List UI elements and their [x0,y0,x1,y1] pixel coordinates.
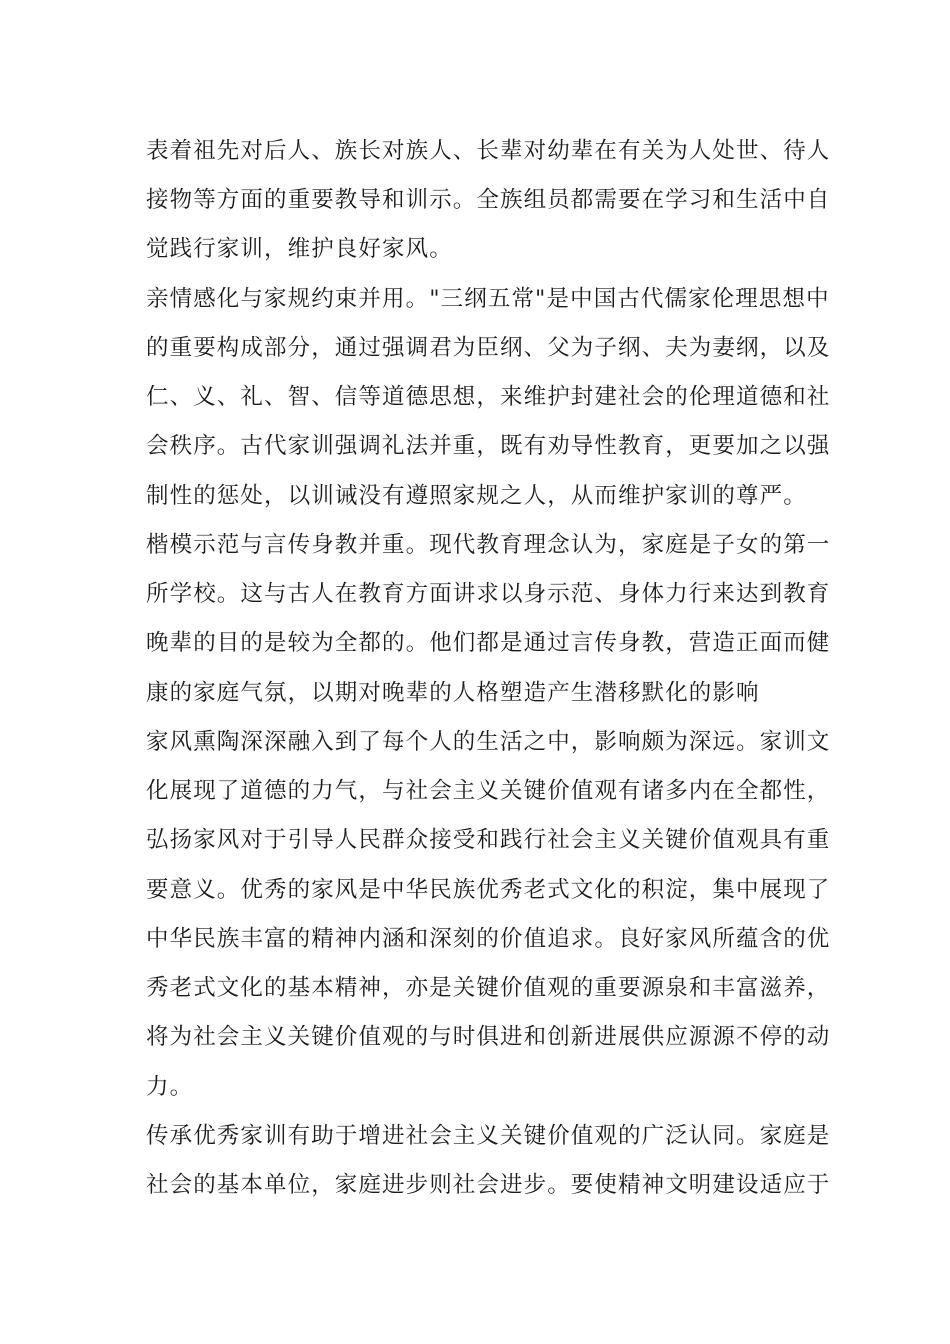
text-line: 传承优秀家训有助于增进社会主义关键价值观的广泛认同。家庭是 [146,1123,831,1149]
text-line: 所学校。这与古人在教育方面讲求以身示范、身体力行来达到教育 [146,581,831,607]
text-line: 仁、义、礼、智、信等道德思想，来维护封建社会的伦理道德和社 [146,384,831,410]
text-line: 的重要构成部分，通过强调君为臣纲、父为子纲、夫为妻纲，以及 [146,335,831,361]
text-line: 秀老式文化的基本精神，亦是关键价值观的重要源泉和丰富滋养， [146,975,831,1001]
text-line: 家风熏陶深深融入到了每个人的生活之中，影响颇为深远。家训文 [146,729,831,755]
text-line: 表着祖先对后人、族长对族人、长辈对幼辈在有关为人处世、待人 [146,138,831,164]
text-line: 觉践行家训，维护良好家风。 [146,236,453,262]
text-line: 接物等方面的重要教导和训示。全族组员都需要在学习和生活中自 [146,187,831,213]
text-line: 亲情感化与家规约束并用。"三纲五常"是中国古代儒家伦理思想中 [146,286,830,312]
text-line: 力。 [146,1074,194,1100]
text-line: 化展现了道德的力气，与社会主义关键价值观有诸多内在全都性， [146,778,831,804]
text-line: 将为社会主义关键价值观的与时俱进和创新进展供应源源不停的动 [146,1024,831,1050]
text-line: 会秩序。古代家训强调礼法并重，既有劝导性教育，更要加之以强 [146,433,831,459]
text-line: 中华民族丰富的精神内涵和深刻的价值追求。良好家风所蕴含的优 [146,926,831,952]
text-line: 楷模示范与言传身教并重。现代教育理念认为，家庭是子女的第一 [146,532,831,558]
text-line: 弘扬家风对于引导人民群众接受和践行社会主义关键价值观具有重 [146,827,831,853]
text-line: 要意义。优秀的家风是中华民族优秀老式文化的积淀，集中展现了 [146,877,831,903]
text-line: 社会的基本单位，家庭进步则社会进步。要使精神文明建设适应于 [146,1172,831,1198]
text-line: 制性的惩处，以训诫没有遵照家规之人，从而维护家训的尊严。 [146,483,807,509]
text-line: 晚辈的目的是较为全都的。他们都是通过言传身教，营造正面而健 [146,630,831,656]
text-line: 康的家庭气氛，以期对晚辈的人格塑造产生潜移默化的影响 [146,680,760,706]
